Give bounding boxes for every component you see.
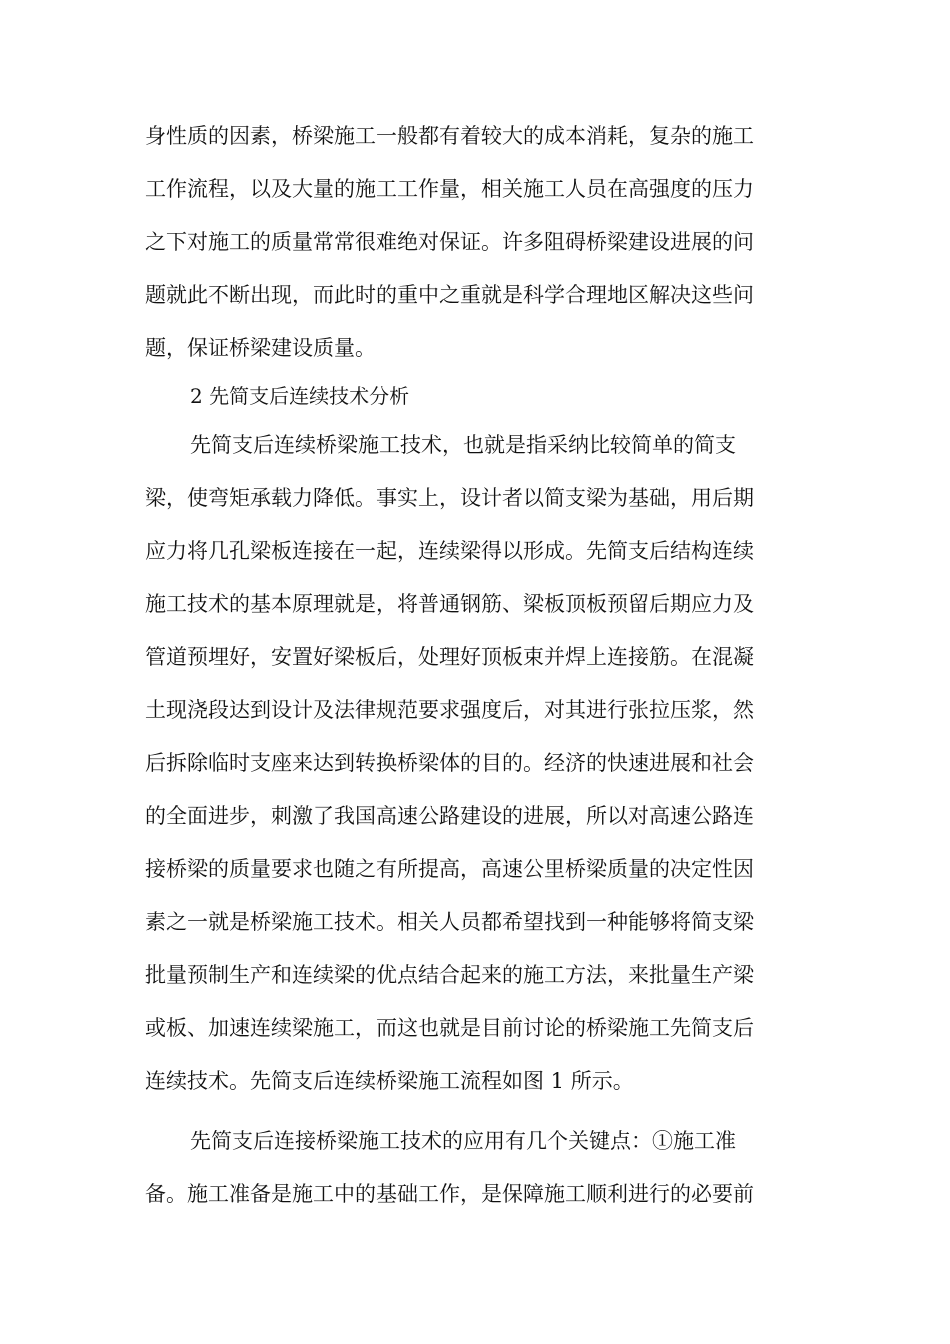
paragraph-line: 管道预埋好，安置好梁板后，处理好顶板束并焊上连接筋。在混凝 xyxy=(145,645,754,669)
paragraph-line: 的全面进步，刺激了我国高速公路建设的进展，所以对高速公路连 xyxy=(145,804,754,828)
paragraph-line: 或板、加速连续梁施工，而这也就是目前讨论的桥梁施工先简支后 xyxy=(145,1016,754,1040)
paragraph-line: 后拆除临时支座来达到转换桥梁体的目的。经济的快速进展和社会 xyxy=(145,751,754,775)
section-heading: 2 先简支后连续技术分析 xyxy=(190,384,410,408)
paragraph-line: 题，保证桥梁建设质量。 xyxy=(145,336,376,360)
paragraph-line: 应力将几孔梁板连接在一起，连续梁得以形成。先简支后结构连续 xyxy=(145,539,754,563)
paragraph-line: 题就此不断出现，而此时的重中之重就是科学合理地区解决这些问 xyxy=(145,283,754,307)
paragraph-line: 备。施工准备是施工中的基础工作，是保障施工顺利进行的必要前 xyxy=(145,1182,754,1206)
paragraph-line: 先简支后连接桥梁施工技术的应用有几个关键点：①施工准 xyxy=(190,1129,736,1153)
paragraph-line: 接桥梁的质量要求也随之有所提高，高速公里桥梁质量的决定性因 xyxy=(145,857,754,881)
paragraph-line: 梁，使弯矩承载力降低。事实上，设计者以简支梁为基础，用后期 xyxy=(145,486,754,510)
paragraph-line: 素之一就是桥梁施工技术。相关人员都希望找到一种能够将简支梁 xyxy=(145,910,754,934)
paragraph-line: 先简支后连续桥梁施工技术，也就是指采纳比较简单的简支 xyxy=(190,433,736,457)
paragraph-line: 连续技术。先简支后连续桥梁施工流程如图 1 所示。 xyxy=(145,1069,634,1093)
paragraph-line: 批量预制生产和连续梁的优点结合起来的施工方法，来批量生产梁 xyxy=(145,963,754,987)
paragraph-line: 之下对施工的质量常常很难绝对保证。许多阻碍桥梁建设进展的问 xyxy=(145,230,754,254)
paragraph-line: 身性质的因素，桥梁施工一般都有着较大的成本消耗，复杂的施工 xyxy=(145,124,754,148)
paragraph-line: 施工技术的基本原理就是，将普通钢筋、梁板顶板预留后期应力及 xyxy=(145,592,754,616)
paragraph-line: 土现浇段达到设计及法律规范要求强度后，对其进行张拉压浆，然 xyxy=(145,698,754,722)
paragraph-line: 工作流程，以及大量的施工工作量，相关施工人员在高强度的压力 xyxy=(145,177,754,201)
